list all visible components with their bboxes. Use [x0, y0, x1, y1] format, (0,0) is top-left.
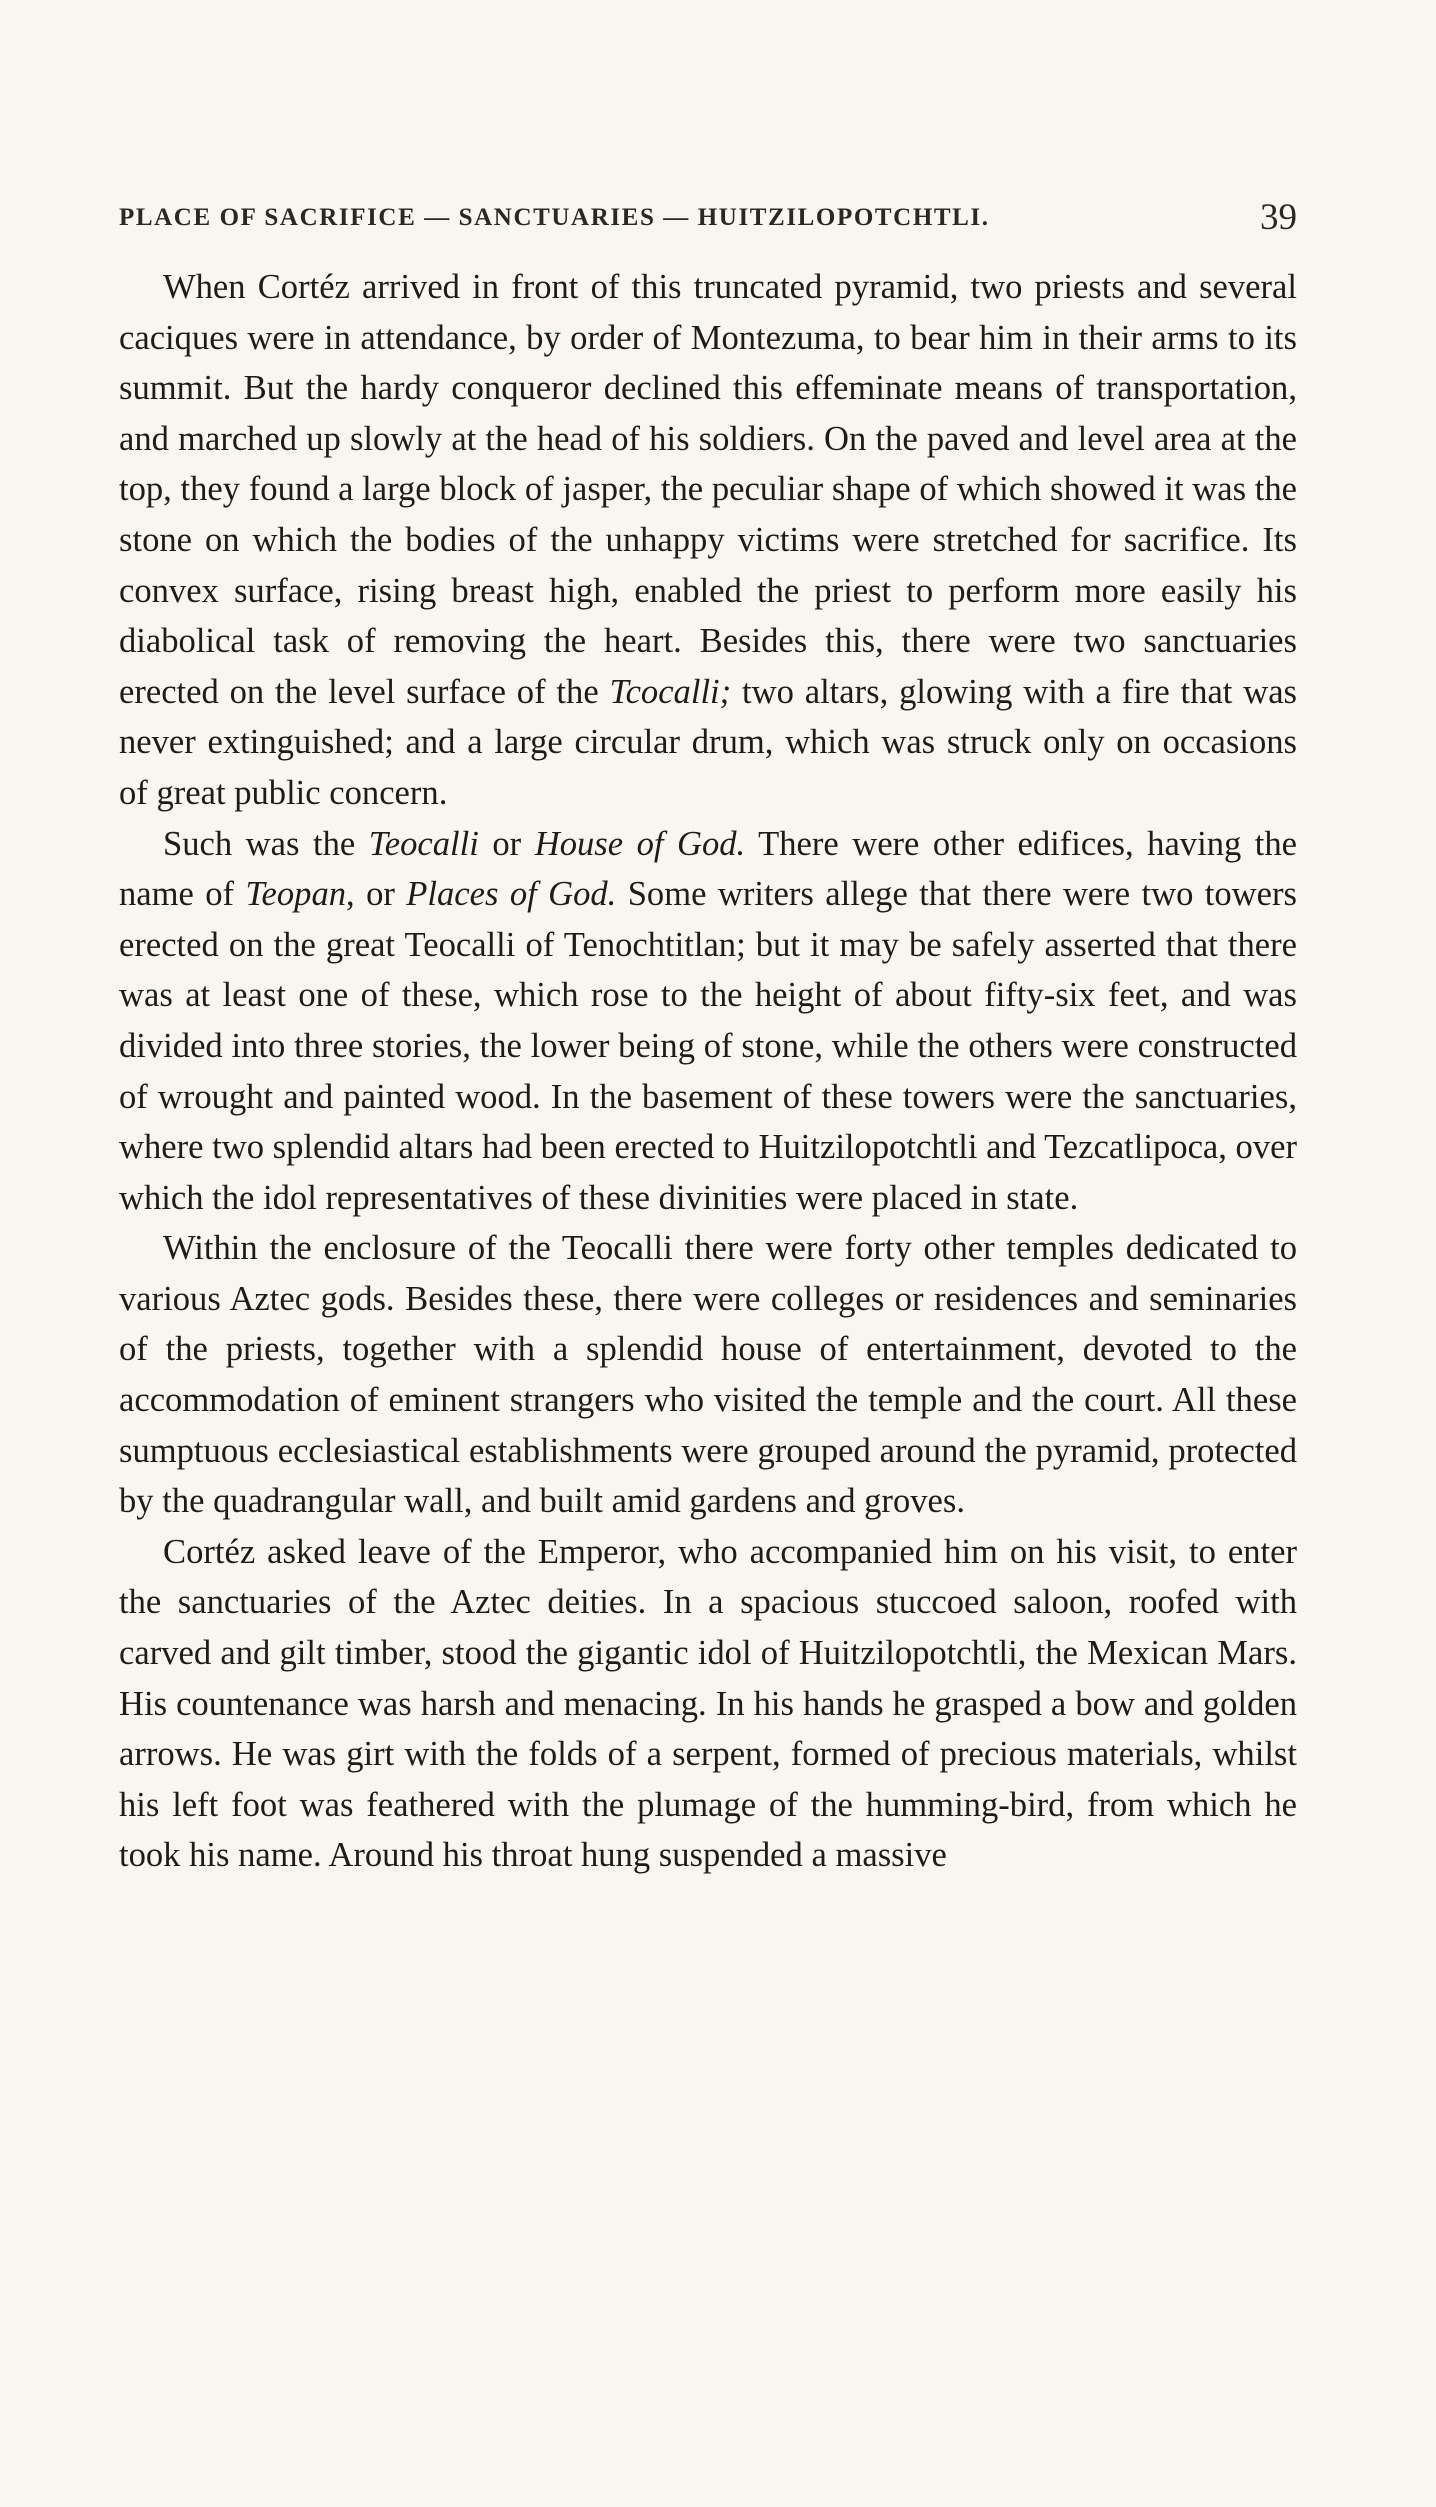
paragraph-3: [119, 1223, 1297, 1527]
page-number: 39: [1260, 197, 1297, 238]
text-segment: Within the enclosure of the Teocalli there were forty other temples dedicated to various Aztec gods. Besides these, there were colleges or residences and seminaries of the priests, together with a splendid house of entertainment, devoted to the accommodation of eminent strangers who visited the temple and the court. All these sumptuous ecclesiastical establishments were grouped around the pyramid, protected by the quadrangular wall, and built amid gardens and groves.: [119, 1229, 1297, 1521]
body-text: [119, 262, 1297, 1881]
text-segment: two altars, glowing with a fire that was never extinguished; and a large circular drum, which was struck only on occasions of great public concern.: [119, 672, 1297, 812]
running-head-title: PLACE OF SACRIFICE — SANCTUARIES — HUITZILOPOTCHTLI.: [119, 204, 990, 231]
text-segment: Such was the: [163, 824, 369, 863]
text-segment: Cortéz asked leave of the Emperor, who accompanied him on his visit, to enter the sanctuaries of the Aztec deities. In a spacious stuccoed saloon, roofed with carved and gilt timber, stood the gigantic idol of Huitzilopotchtli, the Mexican Mars. His countenance was harsh and menacing. In his hands he grasped a bow and golden arrows. He was girt with the folds of a serpent, formed of precious materials, whilst his left foot was feathered with the plumage of the humming-bird, from which he took his name. Around his throat hung suspended a massive: [119, 1532, 1297, 1875]
text-segment: Some writers allege that there were two towers erected on the great Teocalli of Tenochtitlan; but it may be safely asserted that there was at least one of these, which rose to the height of about fifty-six feet, and was divided into three stories, the lower being of stone, while the others were constructed of wrought and painted wood. In the basement of these towers were the sanctuaries, where two splendid altars had been erected to Huitzilopotchtli and Tezcatlipoca, over which the idol representatives of these divinities were placed in state.: [119, 875, 1297, 1217]
paragraph-2: [119, 819, 1297, 1224]
paragraph-1: [119, 262, 1297, 819]
italic-term: Teopan: [245, 875, 347, 914]
running-head: [119, 196, 1297, 246]
paragraph-4: [119, 1527, 1297, 1881]
text-segment: When Cortéz arrived in front of this truncated pyramid, two priests and several caciques were in attendance, by order of Montezuma, to bear him in their arms to its summit. But the hardy conqueror declined this effeminate means of transportation, and marched up slowly at the head of his soldiers. On the paved and level area at the top, they found a large block of jasper, the peculiar shape of which showed it was the stone on which the bodies of the unhappy victims were stretched for sacrifice. Its convex surface, rising breast high, enabled the priest to perform more easily his diabolical task of removing the heart. Besides this, there were two sanctuaries erected on the level surface of the: [119, 268, 1297, 711]
italic-term: House of God.: [534, 824, 746, 863]
text-segment: There were other edifices, having the name of: [119, 824, 1298, 914]
italic-term: Teocalli: [368, 824, 479, 863]
text-segment: , or: [346, 875, 407, 914]
text-segment: or: [478, 824, 535, 863]
italic-term: Places of God.: [406, 875, 617, 914]
italic-term: Tcocalli;: [609, 672, 732, 711]
